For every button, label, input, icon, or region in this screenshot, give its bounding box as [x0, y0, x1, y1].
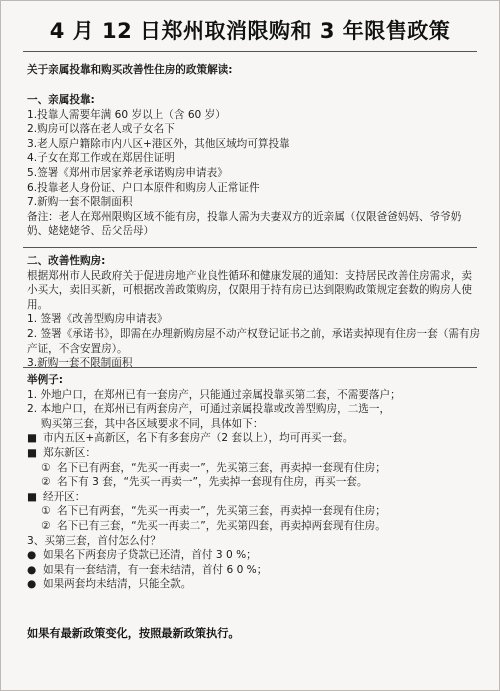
example-line: 如果两套均未结清，只能全款。 [43, 578, 192, 591]
circled-two-icon: ② [41, 476, 51, 489]
district-label: 经开区： [43, 490, 86, 503]
question-line: 3、买第三套，首付怎么付？ [27, 534, 161, 547]
circled-one-icon: ① [41, 505, 51, 518]
note-text: 备注：老人在郑州限购区域不能有房，投靠人需为夫妻双方的近亲属（仅限爸爸妈妈、爷爷奶奶、姥姥姥爷、岳父岳母） [27, 210, 462, 238]
circled-two-icon: ② [41, 519, 51, 532]
example-line: 市内五区+高新区，名下有多套房产（2 套以上），均可再买一套。 [43, 432, 354, 445]
list-item: 3.老人原户籍除市内八区+港区外，其他区域均可算投靠 [27, 137, 290, 150]
section-heading: 二、改善性购房: [27, 255, 106, 267]
example-line: 2. 本地户口，在郑州已有两套房产，可通过亲属投靠或改善型购房，二选一， [27, 403, 391, 416]
section-divider [23, 367, 477, 368]
example-line: 名下已有两套，“先买一再卖一”，先买第三套，再卖掉一套现有住房； [57, 461, 386, 474]
district-label: 郑东新区： [43, 446, 96, 459]
intro-text [27, 63, 481, 78]
list-item: 7.新购一套不限制面积 [27, 196, 133, 209]
example-line: 名下有 3 套，“先买一再卖一”，先卖掉一套现有住房，再买一套。 [57, 476, 368, 489]
example-line: 1. 外地户口，在郑州已有一套房产，只能通过亲属投靠买第二套，不需要落户； [27, 388, 401, 401]
list-item: 5.签署《郑州市居家养老承诺购房申请表》 [27, 166, 228, 179]
circled-one-icon: ① [41, 461, 51, 474]
paragraph: 根据郑州市人民政府关于促进房地产业良性循环和健康发展的通知：支持居民改善住房需求，卖小买大，卖旧买新，可根据改善政策购房，仅限用于持有房已达到限购政策规定套数的购房人使用。 [27, 269, 472, 311]
dot-bullet-icon: ● [27, 563, 37, 576]
list-item: 4.子女在郑工作或在郑居住证明 [27, 152, 175, 165]
list-item: 6.投靠老人身份证、户口本原件和购房人正常证件 [27, 181, 260, 194]
section-heading: 举例子: [27, 374, 64, 386]
example-line: 购买第三套，其中各区域要求不同，具体如下： [41, 417, 264, 430]
example-line: 如果名下两套房子贷款已还清，首付 3 0 %； [43, 549, 257, 562]
list-item: 3.新购一套不限制面积 [27, 357, 133, 370]
example-line: 名下已有三套，“先买一再卖二”，先买第四套，再卖掉两套现有住房。 [57, 519, 386, 532]
example-line: 名下已有两套，“先买一再卖一”，先买第三套，再卖掉一套现有住房； [57, 505, 386, 518]
footer-note: 如果有最新政策变化，按照最新政策执行。 [27, 627, 240, 640]
section-examples [27, 373, 481, 592]
example-line: 如果有一套结清，有一套未结清，首付 6 0 %； [43, 563, 268, 576]
section-heading: 一、亲属投靠: [27, 94, 95, 106]
dot-bullet-icon: ● [27, 549, 37, 562]
title-divider [23, 51, 477, 52]
dot-bullet-icon: ● [27, 578, 37, 591]
section-upgrade [27, 254, 481, 371]
list-item: 2. 签署《承诺书》，即需在办理新购房屋不动产权登记证书之前，承诺卖掉现有住房一套（需有房产证，不含安置房）。 [27, 327, 481, 355]
section-divider [23, 247, 477, 248]
square-bullet-icon: ■ [27, 432, 38, 445]
square-bullet-icon: ■ [27, 490, 38, 503]
list-item: 1.投靠人需要年满 60 岁以上（含 60 岁） [27, 108, 226, 121]
square-bullet-icon: ■ [27, 446, 38, 459]
document-title: 4 月 12 日郑州取消限购和 3 年限售政策 [49, 19, 451, 43]
list-item: 2.购房可以落在老人或子女名下 [27, 123, 175, 136]
intro-heading: 关于亲属投靠和购买改善性住房的政策解读: [27, 64, 233, 76]
section-relatives [27, 93, 481, 239]
list-item: 1. 签署《改善型购房申请表》 [27, 313, 168, 326]
